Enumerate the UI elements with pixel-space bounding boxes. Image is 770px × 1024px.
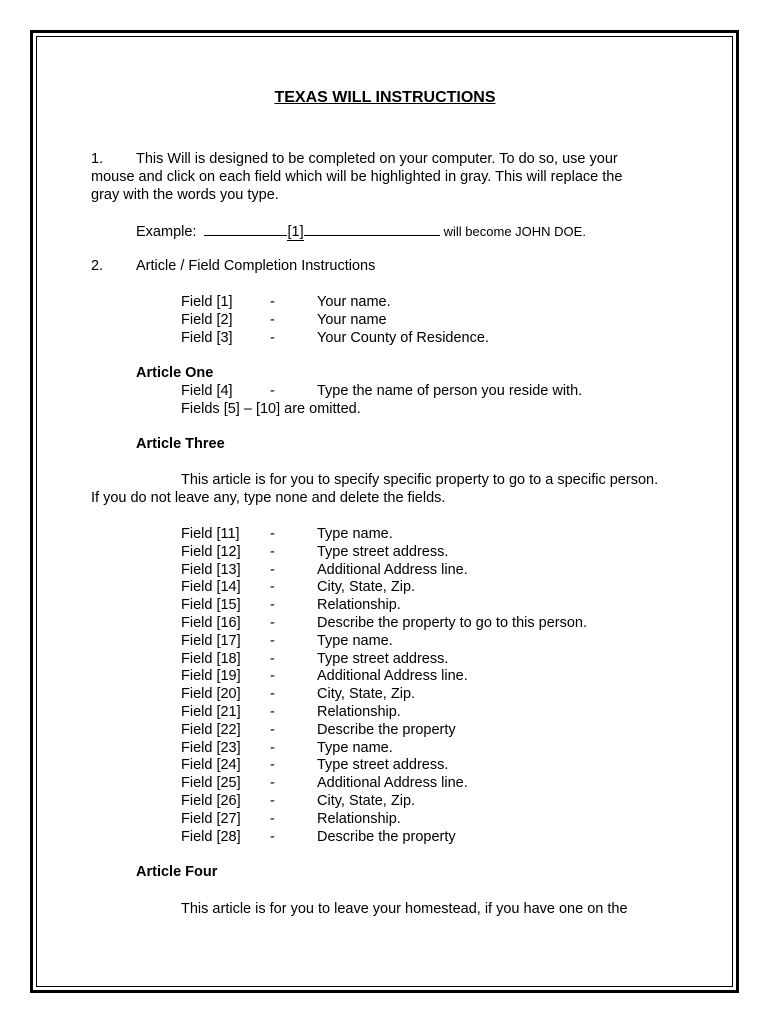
- article-four-para-line1: This article is for you to leave your homestead, if you have one on the: [181, 901, 628, 917]
- field-label: Field [13]: [181, 561, 241, 578]
- field-description: Type street address.: [317, 757, 449, 774]
- field-description: Additional Address line.: [317, 668, 468, 685]
- field-label: Field [15]: [181, 597, 241, 614]
- field-dash: -: [270, 721, 275, 738]
- item1-line3: gray with the words you type.: [91, 187, 279, 203]
- example-result: will become JOHN DOE.: [443, 224, 586, 239]
- article-one-dash: -: [270, 383, 275, 399]
- field-label: Field [24]: [181, 757, 241, 774]
- field-description: City, State, Zip.: [317, 686, 416, 703]
- field-dash: -: [270, 330, 275, 346]
- field-dash: -: [270, 312, 275, 328]
- field-dash: -: [270, 543, 275, 560]
- example-blank-left: [204, 222, 287, 236]
- field-label: Field [19]: [181, 668, 241, 685]
- item1-line2: mouse and click on each field which will be highlighted in gray. This will replace the: [91, 169, 623, 185]
- field-label: Field [14]: [181, 579, 241, 596]
- item1-line1: This Will is designed to be completed on your computer. To do so, use your: [136, 151, 618, 167]
- field-dash: -: [270, 632, 275, 649]
- field-description: Additional Address line.: [317, 561, 468, 578]
- example-blank-right: [304, 222, 440, 236]
- field-description: Type street address.: [317, 650, 449, 667]
- article-one-field: Field [4]: [181, 383, 233, 399]
- item1-number: 1.: [91, 151, 104, 167]
- article-three-para-line2: If you do not leave any, type none and delete the fields.: [91, 490, 446, 506]
- field-description: Relationship.: [317, 704, 401, 720]
- article-one-heading: Article One: [136, 365, 214, 381]
- document-title: TEXAS WILL INSTRUCTIONS: [274, 89, 496, 106]
- field-description: Your name: [317, 312, 387, 328]
- field-dash: -: [270, 650, 275, 667]
- field-label: Field [16]: [181, 615, 241, 631]
- field-description: Relationship.: [317, 597, 401, 614]
- field-description: Your name.: [317, 294, 391, 310]
- field-label: Field [3]: [181, 330, 233, 346]
- field-label: Field [2]: [181, 312, 233, 328]
- field-description: Type name.: [317, 632, 393, 649]
- field-dash: -: [270, 828, 275, 845]
- article-one-omitted: Fields [5] – [10] are omitted.: [181, 401, 361, 417]
- field-label: Field [11]: [181, 526, 240, 542]
- article-three-heading: Article Three: [136, 436, 225, 452]
- field-dash: -: [270, 561, 275, 578]
- field-description: City, State, Zip.: [317, 793, 416, 809]
- field-dash: -: [270, 793, 275, 809]
- field-dash: -: [270, 615, 275, 631]
- field-label: Field [18]: [181, 650, 241, 667]
- field-description: Your County of Residence.: [317, 330, 489, 346]
- field-description: Type name.: [317, 739, 393, 756]
- field-label: Field [23]: [181, 739, 241, 756]
- field-description: Describe the property to go to this person.: [317, 615, 588, 631]
- field-dash: -: [270, 704, 275, 720]
- field-description: Additional Address line.: [317, 775, 468, 792]
- article-one-desc: Type the name of person you reside with.: [317, 383, 583, 399]
- example-line: [136, 222, 586, 241]
- field-label: Field [22]: [181, 721, 241, 738]
- example-label: Example:: [136, 224, 197, 240]
- field-label: Field [26]: [181, 793, 241, 809]
- article-four-heading: Article Four: [136, 864, 218, 880]
- field-description: Type name.: [317, 526, 393, 542]
- field-dash: -: [270, 686, 275, 703]
- field-dash: -: [270, 294, 275, 310]
- item2-heading: Article / Field Completion Instructions: [136, 258, 376, 274]
- article-three-para-line1: This article is for you to specify specific property to go to a specific person.: [181, 472, 659, 488]
- field-label: Field [21]: [181, 704, 241, 720]
- field-dash: -: [270, 810, 275, 827]
- field-description: Describe the property: [317, 721, 456, 738]
- item2-number: 2.: [91, 258, 104, 274]
- field-dash: -: [270, 597, 275, 614]
- field-label: Field [1]: [181, 294, 233, 310]
- field-description: Describe the property: [317, 828, 456, 845]
- field-description: Type street address.: [317, 543, 449, 560]
- field-dash: -: [270, 579, 275, 596]
- field-label: Field [25]: [181, 775, 241, 792]
- field-dash: -: [270, 739, 275, 756]
- field-label: Field [12]: [181, 543, 241, 560]
- field-dash: -: [270, 757, 275, 774]
- field-description: City, State, Zip.: [317, 579, 416, 596]
- field-dash: -: [270, 775, 275, 792]
- field-dash: -: [270, 668, 275, 685]
- field-label: Field [27]: [181, 810, 241, 827]
- field-description: Relationship.: [317, 810, 401, 827]
- field-label: Field [28]: [181, 828, 241, 845]
- field-dash: -: [270, 526, 275, 542]
- field-label: Field [20]: [181, 686, 241, 703]
- example-field: [1]: [287, 224, 304, 240]
- field-label: Field [17]: [181, 632, 241, 649]
